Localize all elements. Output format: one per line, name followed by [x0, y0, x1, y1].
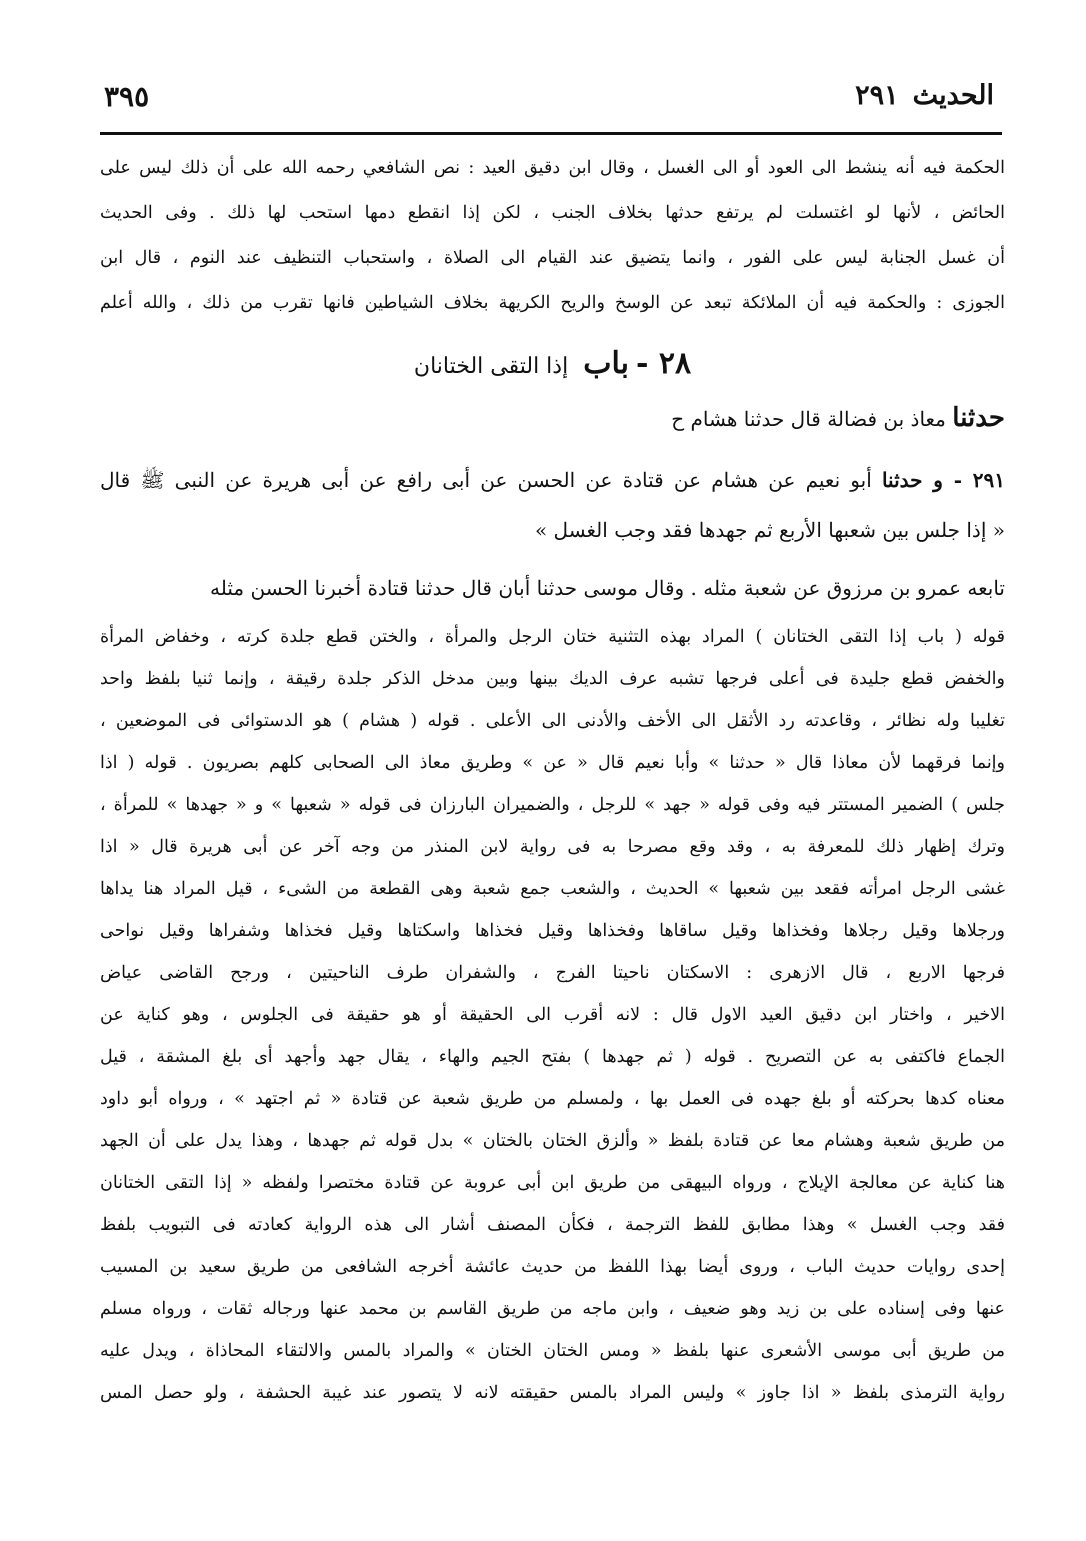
commentary-line: غشى الرجل امرأته فقعد بين شعبها » الحديث ، والشعب جمع شعبة وهى القطعة من الشىء ، قيل المراد هنا يداها — [100, 879, 1005, 899]
running-title — [855, 80, 994, 111]
commentary-line: تغليبا وله نظائر ، وقاعدته رد الأثقل الى الأخف والأدنى الى الأعلى . قوله ( هشام ) هو الدستوائى فى الموضعين ، — [100, 711, 1005, 731]
commentary-line: وترك إظهار ذلك للمعرفة به ، وقد وقع مصرحا به فى رواية لابن المنذر من وجه آخر عن أبى هريرة قال « اذا — [100, 837, 1005, 857]
commentary-line: عنها وفى إسناده على بن زيد وهو ضعيف ، وابن ماجه من طريق القاسم بن محمد عنها ورجاله ثقات ، ورواه مسلم — [100, 1299, 1005, 1319]
chapter-title: إذا التقى الختانان — [413, 354, 569, 379]
commentary-line: من طريق أبى موسى الأشعرى عنها بلفظ « ومس الختان الختان » والمراد بالمس والالتقاء المحاذاة ، ويدل عليه — [100, 1341, 1005, 1361]
commentary-line: هنا كناية عن معالجة الإيلاج ، ورواه البيهقى من طريق ابن أبى عروبة عن قتادة مختصرا ولفظه « إذا التقى الختانان — [100, 1173, 1005, 1193]
running-title-word: الحديث — [912, 80, 994, 111]
hadith-lead: ٢٩١ - و حدثنا — [881, 468, 1005, 492]
commentary-line: من طريق شعبة وهشام معا عن قتادة بلفظ « وألزق الختان بالختان » بدل قوله ثم جهدها ، وهذا يدل على أن الجهد — [100, 1131, 1005, 1151]
commentary-line: رواية الترمذى بلفظ « اذا جاوز » وليس المراد بالمس حقيقته لانه لا يتصور عند غيبة الحشفة ، ولو حصل المس — [100, 1383, 1005, 1403]
isnad-text: معاذ بن فضالة قال حدثنا هشام ح — [671, 407, 946, 431]
commentary-line: فرجها الاربع ، قال الازهرى : الاسكتان ناحيتا الفرج ، والشفران طرف الناحيتين ، ورجح القاضى عياض — [100, 963, 1005, 983]
chapter-word: باب — [583, 346, 629, 381]
commentary-line: جلس ) الضمير المستتر فيه وفى قوله « جهد » للرجل ، والضميران البارزان فى قوله « شعبها » و « جهدها » للمرأة ، — [100, 795, 1005, 815]
chapter-heading — [100, 342, 1005, 386]
intro-line: الحائض ، لأنها لو اغتسلت لم يرتفع حدثها بخلاف الجنب ، لكن إذا انقطع دمها استحب لها ذلك . وفى الحديث — [100, 203, 1005, 223]
commentary-line: وإنما فرقهما لأن معاذا قال « حدثنا » وأبا نعيم قال « عن » وطريق معاذ الى الصحابى كلهم بصريون . قوله ( اذا — [100, 753, 1005, 773]
commentary-line: فقد وجب الغسل » وهذا مطابق للفظ الترجمة ، فكأن المصنف أشار الى هذه الرواية كعادته فى التبويب بلفظ — [100, 1215, 1005, 1235]
page-header — [104, 78, 994, 126]
intro-line: الحكمة فيه أنه ينشط الى العود أو الى الغسل ، وقال ابن دقيق العيد : نص الشافعي رحمه الله على أن ذلك ليس على — [100, 158, 1005, 178]
commentary-line: قوله ( باب إذا التقى الختانان ) المراد بهذه التثنية ختان الرجل والمرأة ، والختن قطع جلدة كرته ، وخفاض المرأة — [100, 627, 1005, 647]
page-number: ٣٩٥ — [104, 80, 150, 113]
hadith-line — [100, 458, 1005, 502]
commentary-line: والخفض قطع جليدة فى أعلى فرجها تشبه عرف الديك بينها وبين مدخل الذكر جلدة رقيقة ، وإنما ثنيا بلفظ واحد — [100, 669, 1005, 689]
intro-line: الجوزى : والحكمة فيه أن الملائكة تبعد عن الوسخ والريح الكريهة بخلاف الشياطين فانها تقرب من ذلك ، والله أعلم — [100, 293, 1005, 313]
commentary-line: الجماع فاكتفى به عن التصريح . قوله ( ثم جهدها ) بفتح الجيم والهاء ، يقال جهد وأجهد أى بلغ المشقة ، قيل — [100, 1047, 1005, 1067]
header-rule — [100, 132, 1002, 135]
isnad-line — [380, 396, 1005, 440]
hadith-mutabaa: تابعه عمرو بن مرزوق عن شعبة مثله . وقال موسى حدثنا أبان قال حدثنا قتادة أخبرنا الحسن مثله — [210, 576, 1005, 600]
commentary-line: معناه كدها بحركته أو بلغ جهده فى العمل بها ، ولمسلم من طريق شعبة عن قتادة « ثم اجتهد » ، ورواه أبو داود — [100, 1089, 1005, 1109]
intro-line: أن غسل الجنابة ليس على الفور ، وانما يتضيق عند القيام الى الصلاة ، واستحباب التنظيف عند النوم ، قال ابن — [100, 248, 1005, 268]
chapter-number: ٢٨ - — [635, 346, 692, 381]
commentary-line: إحدى روايات حديث الباب ، وروى أيضا بهذا اللفظ من حديث عائشة أخرجه الشافعى من طريق سعيد بن المسيب — [100, 1257, 1005, 1277]
commentary-line: الاخير ، واختار ابن دقيق العيد الاول قال : لانه أقرب الى الحقيقة أو هو حقيقة فى الجلوس ، وهو كناية عن — [100, 1005, 1005, 1025]
hadith-matn: « إذا جلس بين شعبها الأربع ثم جهدها فقد وجب الغسل » — [534, 518, 1005, 542]
running-hadith-number: ٢٩١ — [855, 80, 899, 111]
isnad-lead: حدثنا — [952, 403, 1005, 433]
hadith-text: أبو نعيم عن هشام عن قتادة عن الحسن عن أبى رافع عن أبى هريرة عن النبى ﷺ قال — [100, 468, 872, 492]
commentary-line: ورجلاها وقيل رجلاها وفخذاها وقيل ساقاها وفخذاها وقيل فخذاها واسكتاها وقيل فخذاها وشفراها وقيل نواحى — [100, 921, 1005, 941]
